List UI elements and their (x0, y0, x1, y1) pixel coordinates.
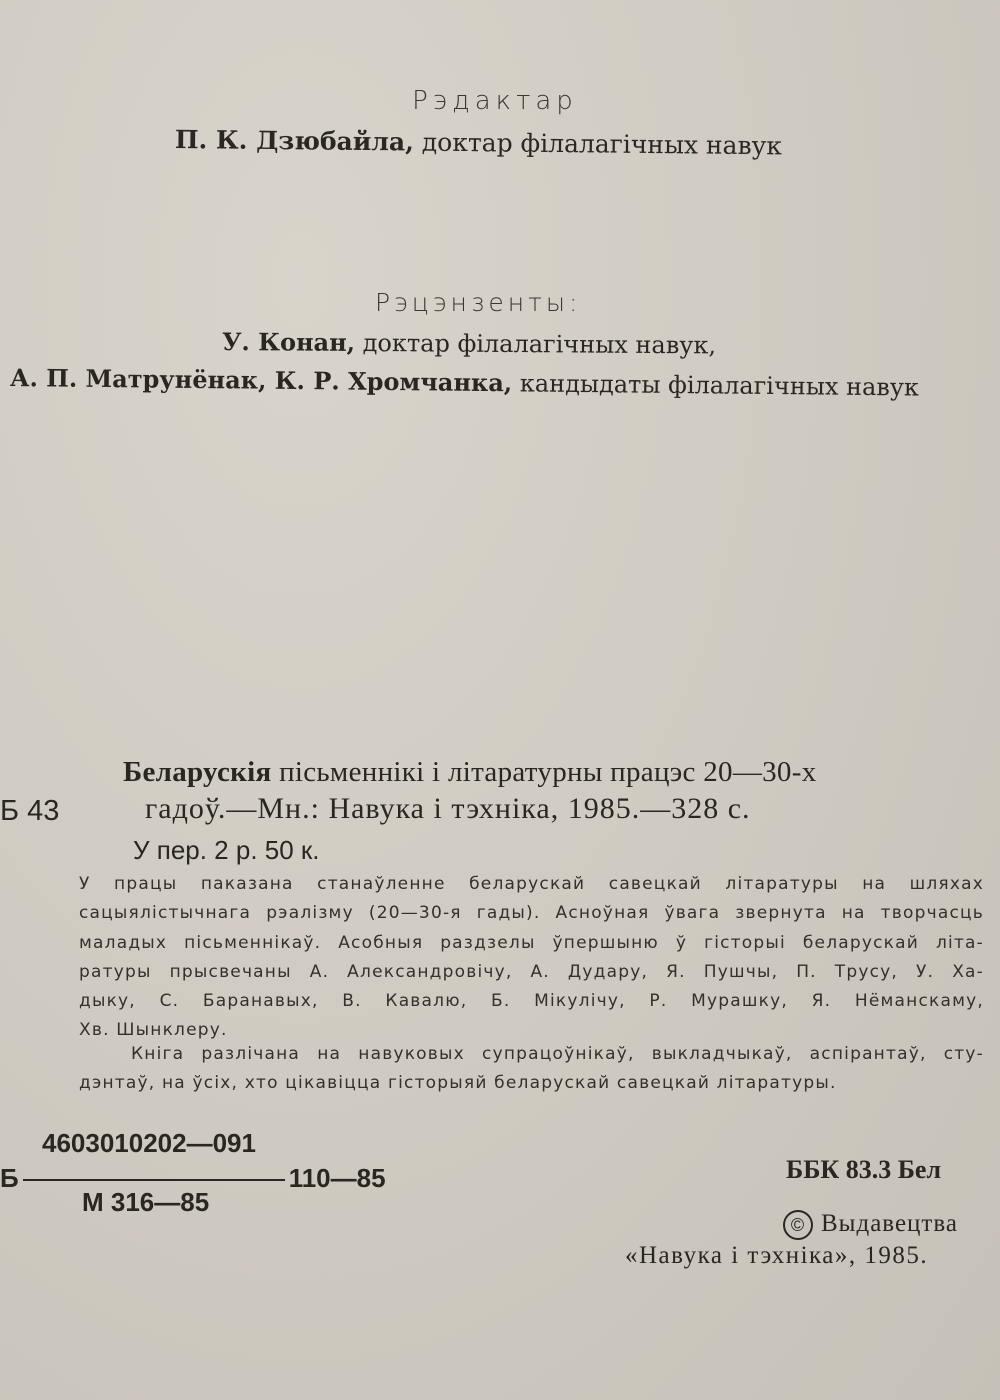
bibliographic-title-rest: пісьменнікі і літаратурны працэс 20—30-х (279, 756, 817, 788)
editor-heading: Рэдактар (412, 86, 578, 116)
annotation-line: Хв. Шынклеру. (79, 1020, 228, 1041)
bibliographic-title (123, 756, 817, 789)
bbk-code: ББК 83.3 Бел (786, 1155, 942, 1184)
bibliographic-imprint: гадоў.—Мн.: Навука і тэхніка, 1985.—328 с. (145, 792, 751, 825)
annotation-line: ратуры прысвечаны А. Александровічу, А. Дудару, Я. Пушчы, П. Трусу, У. Ха- (79, 961, 984, 982)
classification-numerator: 4603010202—091 (42, 1128, 256, 1158)
reviewer-title-2: кандыдаты філалагічных навук (519, 369, 920, 402)
reviewer-name-1: У. Конан, (221, 327, 356, 357)
classification-letter: Б (0, 1163, 19, 1193)
annotation-line: У працы паказана станаўленне беларускай савецкай літаратуры на шляхах (79, 874, 984, 894)
reviewer-title-1: доктар філалагічных навук, (362, 328, 717, 360)
editor-title: доктар філалагічных навук (421, 127, 783, 161)
annotation-line: дыку, С. Баранавых, В. Кавалю, Б. Мікулічу, Р. Мурашку, Я. Нёманскаму, (79, 991, 984, 1012)
reviewer-line-2 (10, 363, 919, 402)
copyright-line-2: «Навука і тэхніка», 1985. (625, 1242, 929, 1269)
reviewer-line-1 (222, 327, 716, 359)
annotation-line: сацыялістычнага рэалізму (20—30-я гады). Асноўная ўвага звернута на творчасць (79, 903, 984, 924)
annotation-paragraph-2 (79, 1040, 984, 1099)
editor-name: П. К. Дзюбайла, (174, 125, 415, 157)
reviewers-heading: Рэцэнзенты: (375, 288, 582, 317)
annotation-line: Кніга разлічана на навуковых супрацоўнікаў, выкладчыкаў, аспірантаў, сту- (131, 1044, 984, 1064)
price: У пер. 2 р. 50 к. (133, 835, 320, 865)
classification-suffix: 110—85 (288, 1163, 386, 1193)
copyright-line-1 (783, 1210, 958, 1240)
publisher-label: Выдавецтва (821, 1210, 958, 1237)
catalog-code: Б 43 (0, 795, 60, 827)
annotation-line: маладых пісьменнікаў. Асобныя раздзелы ўпершыню ў гісторыі беларускай літа- (79, 932, 984, 953)
annotation-paragraph-1 (79, 870, 984, 1046)
annotation-line: дэнтаў, на ўсіх, хто цікавіцца гісторыяй беларускай савецкай літаратуры. (79, 1073, 837, 1094)
reviewer-names-2: А. П. Матрунёнак, К. Р. Хромчанка, (9, 363, 513, 398)
editor-line (175, 125, 782, 160)
classification-denominator: М 316—85 (82, 1187, 210, 1217)
copyright-icon: © (783, 1210, 813, 1240)
bibliographic-heading-word: Беларускія (123, 756, 272, 788)
fraction-rule (23, 1179, 285, 1181)
